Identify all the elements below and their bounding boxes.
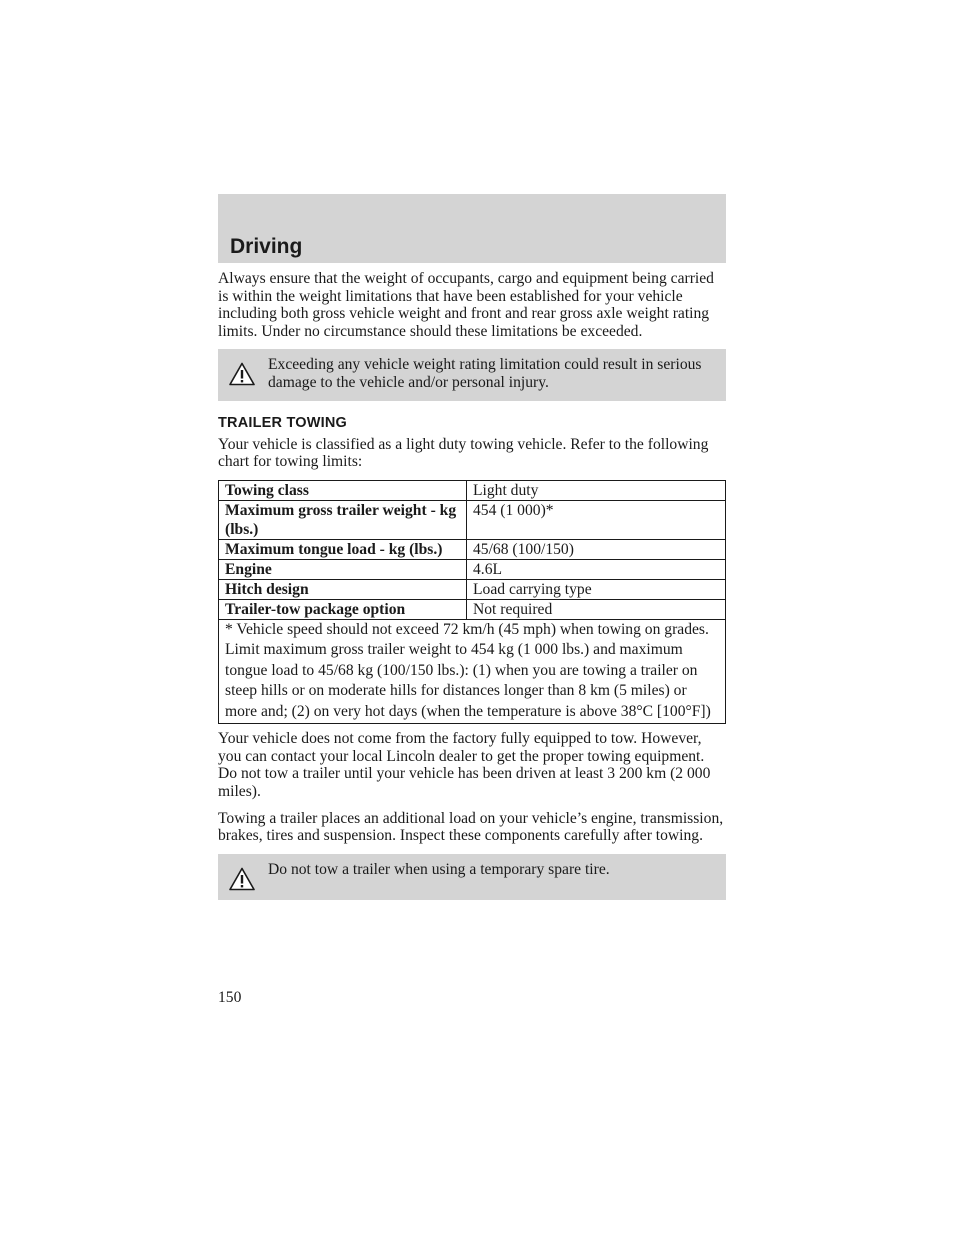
page-title: Driving [230,235,303,258]
section-heading: TRAILER TOWING [218,414,347,431]
table-label-cell: Maximum gross trailer weight - kg (lbs.) [219,500,467,539]
load-paragraph: Towing a trailer places an additional load on your vehicle’s engine, transmission, brakes, tires and suspension. Inspect these components carefully after towing. [218,809,724,845]
table-value-cell: 4.6L [467,559,726,579]
table-value-cell: Light duty [467,480,726,500]
table-label-cell: Trailer-tow package option [219,599,467,619]
table-label-cell: Maximum tongue load - kg (lbs.) [219,539,467,559]
warning-box-weight [218,349,726,400]
table-value-cell: 454 (1 000)* [467,500,726,539]
table-label-cell: Hitch design [219,579,467,599]
warning-triangle-icon [229,867,255,891]
table-row [219,579,726,599]
table-row [219,480,726,500]
table-label-cell: Towing class [219,480,467,500]
table-row [219,599,726,619]
table-value-cell: 45/68 (100/150) [467,539,726,559]
table-value-cell: Load carrying type [467,579,726,599]
warning-text: Exceeding any vehicle weight rating limitation could result in serious damage to the vehicle and/or personal injury. [268,356,702,391]
equipment-paragraph: Your vehicle does not come from the factory fully equipped to tow. However, you can contact your local Lincoln dealer to get the proper towing equipment. Do not tow a trailer until your vehicle has been driven at least 3 200 km (2 000 miles). [218,730,711,801]
page-number: 150 [218,989,242,1006]
warning-triangle-icon [229,362,255,386]
warning-text: Do not tow a trailer when using a temporary spare tire. [268,860,610,878]
table-row [219,500,726,539]
main-content [218,270,726,914]
section-header [218,194,726,263]
table-label-cell: Engine [219,559,467,579]
table-row [219,559,726,579]
table-row [219,539,726,559]
table-footnote-row [219,619,726,724]
towing-intro-paragraph: Your vehicle is classified as a light duty towing vehicle. Refer to the following chart for towing limits: [218,435,709,471]
warning-box-spare-tire [218,854,726,901]
intro-paragraph: Always ensure that the weight of occupants, cargo and equipment being carried is within the weight limitations that have been established for your vehicle including both gross vehicle weight and front and rear gross axle weight rating limits. Under no circumstance should these limitations be exceeded. [218,270,714,340]
towing-limits-table [218,480,726,725]
table-value-cell: Not required [467,599,726,619]
table-footnote: * Vehicle speed should not exceed 72 km/h (45 mph) when towing on grades. Limit maximum gross trailer weight to 454 kg (1 000 lbs.) and maximum tongue load to 45/68 kg (100/150 lbs.): (1) when you are towing a trailer on steep hills or on moderate hills for distances longer than 8 km (5 miles) or more and; (2) on very hot days (when the temperature is above 38°C [100°F]) [219,619,726,724]
